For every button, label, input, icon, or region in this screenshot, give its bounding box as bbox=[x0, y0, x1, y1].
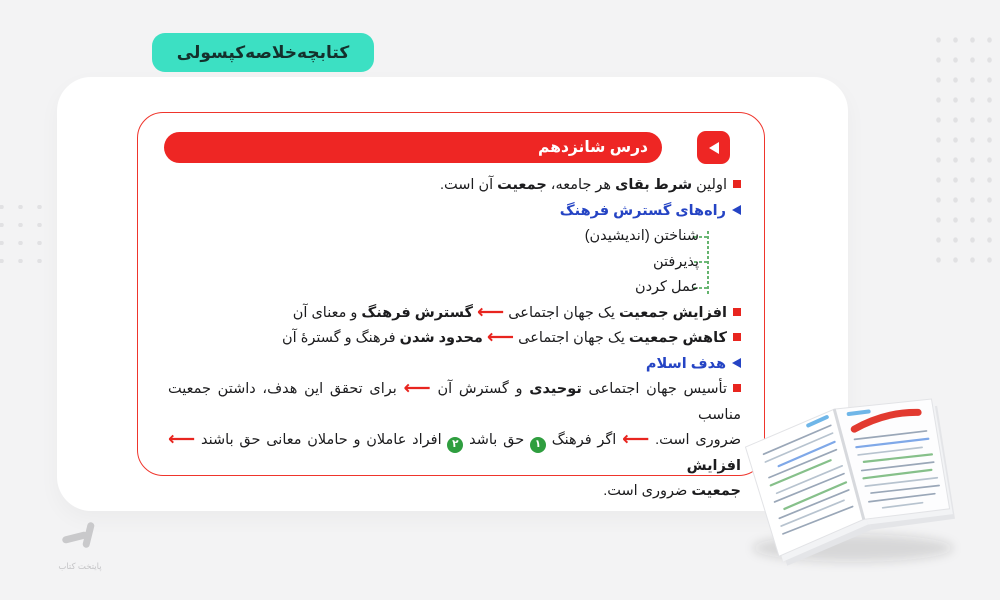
text-segment: افراد عاملان و حاملان معانی حق باشند bbox=[195, 432, 448, 448]
arrow-left-icon: ⟵ bbox=[168, 429, 196, 450]
text-segment: فرهنگ و گسترهٔ آن bbox=[282, 330, 400, 346]
brand-logo-icon bbox=[58, 520, 102, 554]
bracket-item bbox=[168, 250, 741, 276]
text-segment: ضروری است. bbox=[603, 483, 692, 499]
arrow-left-icon: ⟵ bbox=[476, 301, 505, 323]
summary-line bbox=[168, 326, 741, 352]
lesson-play-icon bbox=[697, 131, 730, 164]
text-segment: گسترش فرهنگ bbox=[361, 304, 477, 321]
text-segment: افزایش جمعیت bbox=[618, 304, 727, 321]
dot-grid-right bbox=[930, 30, 998, 266]
open-book-photo bbox=[733, 368, 977, 574]
text-segment: هر جامعه، bbox=[546, 177, 616, 193]
text-segment: اولین bbox=[692, 177, 727, 193]
numbered-circle-1: ۱ bbox=[530, 437, 546, 453]
play-left-triangle-icon bbox=[709, 142, 719, 154]
blue-triangle-bullet-icon bbox=[732, 358, 741, 368]
numbered-circle-2: ۲ bbox=[447, 437, 463, 453]
summary-booklet-badge bbox=[152, 33, 374, 72]
text-segment: اگر فرهنگ bbox=[545, 432, 623, 448]
dot-grid-left bbox=[0, 198, 50, 274]
text-segment: ضروری است. bbox=[649, 432, 742, 448]
text-segment: شرط بقای bbox=[615, 177, 693, 193]
text-segment: حق باشد bbox=[463, 432, 530, 448]
text-segment: محدود شدن bbox=[399, 330, 487, 346]
text-segment: پذیرفتن bbox=[652, 253, 699, 270]
brand-watermark bbox=[38, 520, 122, 572]
lesson-header-bar bbox=[164, 132, 662, 163]
brand-logo-label: پایتخت کتاب bbox=[58, 561, 102, 571]
red-square-bullet-icon bbox=[733, 308, 741, 316]
lesson-summary-text bbox=[168, 173, 741, 505]
section-heading: هدف اسلام bbox=[645, 355, 726, 372]
section-heading: راه‌های گسترش فرهنگ bbox=[559, 202, 726, 219]
text-segment: برای تحقق این هدف، داشتن جمعیت مناسب bbox=[168, 381, 741, 423]
lesson-title: درس شانزدهم bbox=[538, 139, 648, 156]
summary-line bbox=[168, 199, 741, 225]
text-segment: کاهش جمعیت bbox=[628, 330, 727, 346]
text-segment: توحیدی bbox=[529, 381, 582, 397]
text-segment: جمعیت bbox=[691, 483, 741, 499]
arrow-left-icon: ⟵ bbox=[622, 429, 650, 450]
summary-line bbox=[168, 428, 741, 479]
summary-line bbox=[168, 301, 741, 327]
summary-line bbox=[168, 352, 741, 378]
text-segment: شناختن (اندیشیدن) bbox=[584, 228, 699, 244]
red-square-bullet-icon bbox=[733, 180, 741, 188]
text-segment: و معنای آن bbox=[292, 304, 362, 321]
arrow-left-icon: ⟵ bbox=[486, 327, 515, 348]
blue-triangle-bullet-icon bbox=[732, 205, 741, 215]
arrow-left-icon: ⟵ bbox=[403, 378, 431, 399]
lesson-box bbox=[137, 112, 765, 499]
text-segment: جمعیت bbox=[497, 177, 547, 193]
text-segment: عمل کردن bbox=[634, 279, 699, 295]
text-segment: یک جهان اجتماعی bbox=[514, 330, 629, 346]
summary-line bbox=[168, 377, 741, 428]
bracket-item bbox=[168, 224, 741, 250]
text-segment: و گسترش آن bbox=[430, 381, 530, 397]
summary-line bbox=[168, 479, 741, 505]
summary-line bbox=[168, 173, 741, 199]
bracket-item bbox=[168, 275, 741, 301]
badge-label: کتابچه‌خلاصه‌کپسولی bbox=[176, 42, 350, 62]
red-square-bullet-icon bbox=[733, 333, 741, 341]
text-segment: افزایش bbox=[686, 457, 741, 474]
text-segment: تأسیس جهان اجتماعی bbox=[581, 381, 727, 397]
text-segment: یک جهان اجتماعی bbox=[504, 304, 619, 321]
text-segment: آن است. bbox=[439, 177, 498, 193]
